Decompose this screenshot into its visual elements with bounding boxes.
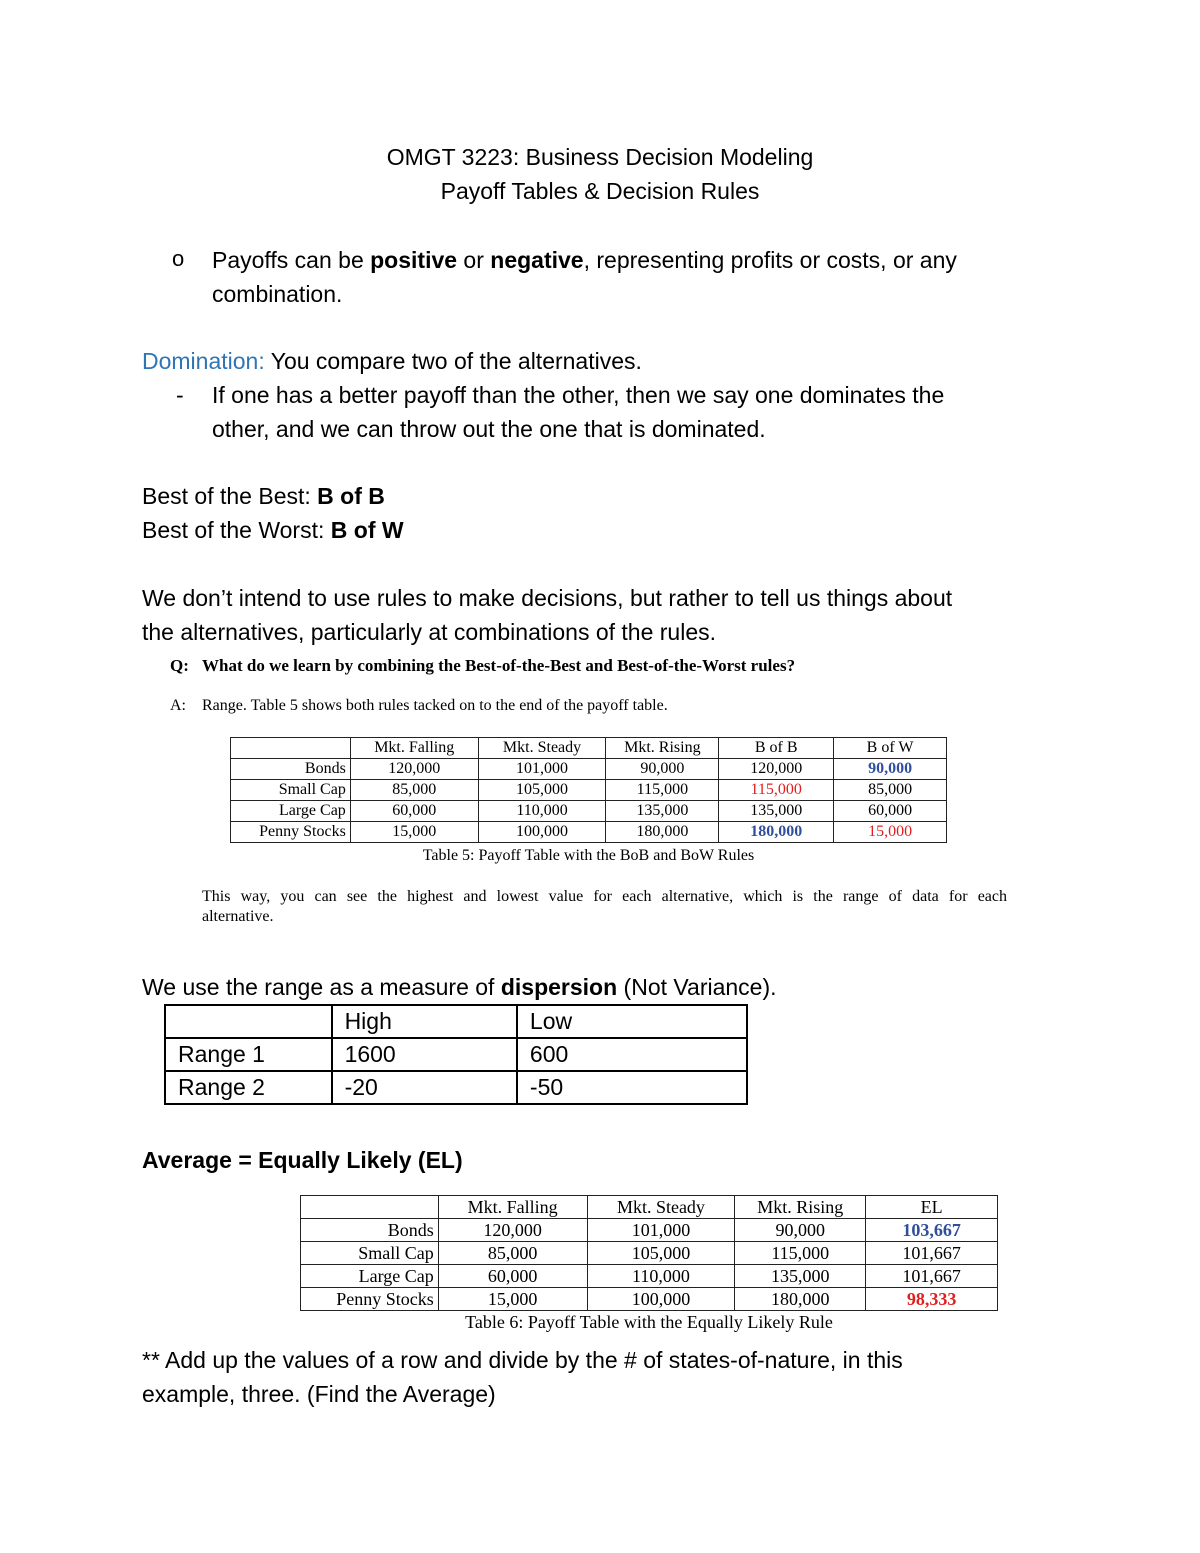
el-min-highlight: 98,333	[866, 1288, 998, 1311]
table-row: Bonds 120,000 101,000 90,000 103,667	[301, 1219, 998, 1242]
question-text: What do we learn by combining the Best-of-the-Best and Best-of-the-Worst rules?	[202, 656, 796, 675]
bob-max-highlight: 180,000	[719, 822, 834, 843]
table-row: Range 2 -20 -50	[165, 1071, 747, 1104]
payoff-table-6	[300, 1195, 998, 1311]
table-row: Small Cap 85,000 105,000 115,000 115,000 85,000	[231, 780, 947, 801]
answer-prefix: A:	[170, 697, 186, 714]
payoff-table-5	[230, 737, 947, 843]
table-row: Small Cap 85,000 105,000 115,000 101,667	[301, 1242, 998, 1265]
bow-max-highlight: 90,000	[834, 759, 947, 780]
table-header-row: Mkt. Falling Mkt. Steady Mkt. Rising EL	[301, 1196, 998, 1219]
range-paragraph: We use the range as a measure of dispersion (Not Variance).	[142, 974, 777, 1000]
excerpt-note-line2: alternative.	[202, 908, 274, 925]
negative-term: negative	[490, 247, 584, 273]
rule-best-of-best: Best of the Best: B of B	[142, 483, 385, 509]
average-note: ** Add up the values of a row and divide by the # of states-of-nature, in this example, three. (Find the Average)	[142, 1347, 903, 1407]
rule-best-of-worst: Best of the Worst: B of W	[142, 517, 404, 543]
bullet-marker: o	[172, 246, 185, 271]
dash-marker: -	[176, 382, 184, 408]
domination-paragraph: Domination: You compare two of the alternatives.	[142, 348, 642, 374]
excerpt-note-line1: This way, you can see the highest and lowest value for each alternative, which is the range of data for each	[202, 888, 1007, 905]
bullet-payoffs: Payoffs can be positive or negative, representing profits or costs, or any combination.	[212, 247, 957, 307]
document-subtitle: Payoff Tables & Decision Rules	[440, 178, 760, 204]
question-prefix: Q:	[170, 656, 189, 675]
average-heading: Average = Equally Likely (EL)	[142, 1147, 463, 1173]
document-title: OMGT 3223: Business Decision Modeling	[386, 144, 814, 170]
table-row: Large Cap 60,000 110,000 135,000 101,667	[301, 1265, 998, 1288]
table-row: Penny Stocks 15,000 100,000 180,000 180,000 15,000	[231, 822, 947, 843]
answer-text: Range. Table 5 shows both rules tacked on to the end of the payoff table.	[202, 697, 668, 714]
table-row: Penny Stocks 15,000 100,000 180,000 98,333	[301, 1288, 998, 1311]
table-6-caption: Table 6: Payoff Table with the Equally Likely Rule	[465, 1312, 833, 1332]
table-header-row: Mkt. Falling Mkt. Steady Mkt. Rising B of B B of W	[231, 738, 947, 759]
range-table	[164, 1004, 748, 1105]
table-row: Large Cap 60,000 110,000 135,000 135,000 60,000	[231, 801, 947, 822]
table-5-caption: Table 5: Payoff Table with the BoB and BoW Rules	[422, 847, 755, 864]
intent-paragraph: We don’t intend to use rules to make decisions, but rather to tell us things about the alternatives, particularly at combinations of the rules.	[142, 585, 953, 645]
domination-label: Domination:	[142, 348, 265, 374]
bow-min-highlight: 15,000	[834, 822, 947, 843]
domination-explanation: If one has a better payoff than the other, then we say one dominates the other, and we can throw out the one that is dominated.	[212, 382, 945, 442]
table-header-row: High Low	[165, 1005, 747, 1038]
positive-term: positive	[370, 247, 458, 273]
el-max-highlight: 103,667	[866, 1219, 998, 1242]
bob-min-highlight: 115,000	[719, 780, 834, 801]
dispersion-term: dispersion	[500, 974, 618, 1000]
table-row: Range 1 1600 600	[165, 1038, 747, 1071]
table-row: Bonds 120,000 101,000 90,000 120,000 90,000	[231, 759, 947, 780]
